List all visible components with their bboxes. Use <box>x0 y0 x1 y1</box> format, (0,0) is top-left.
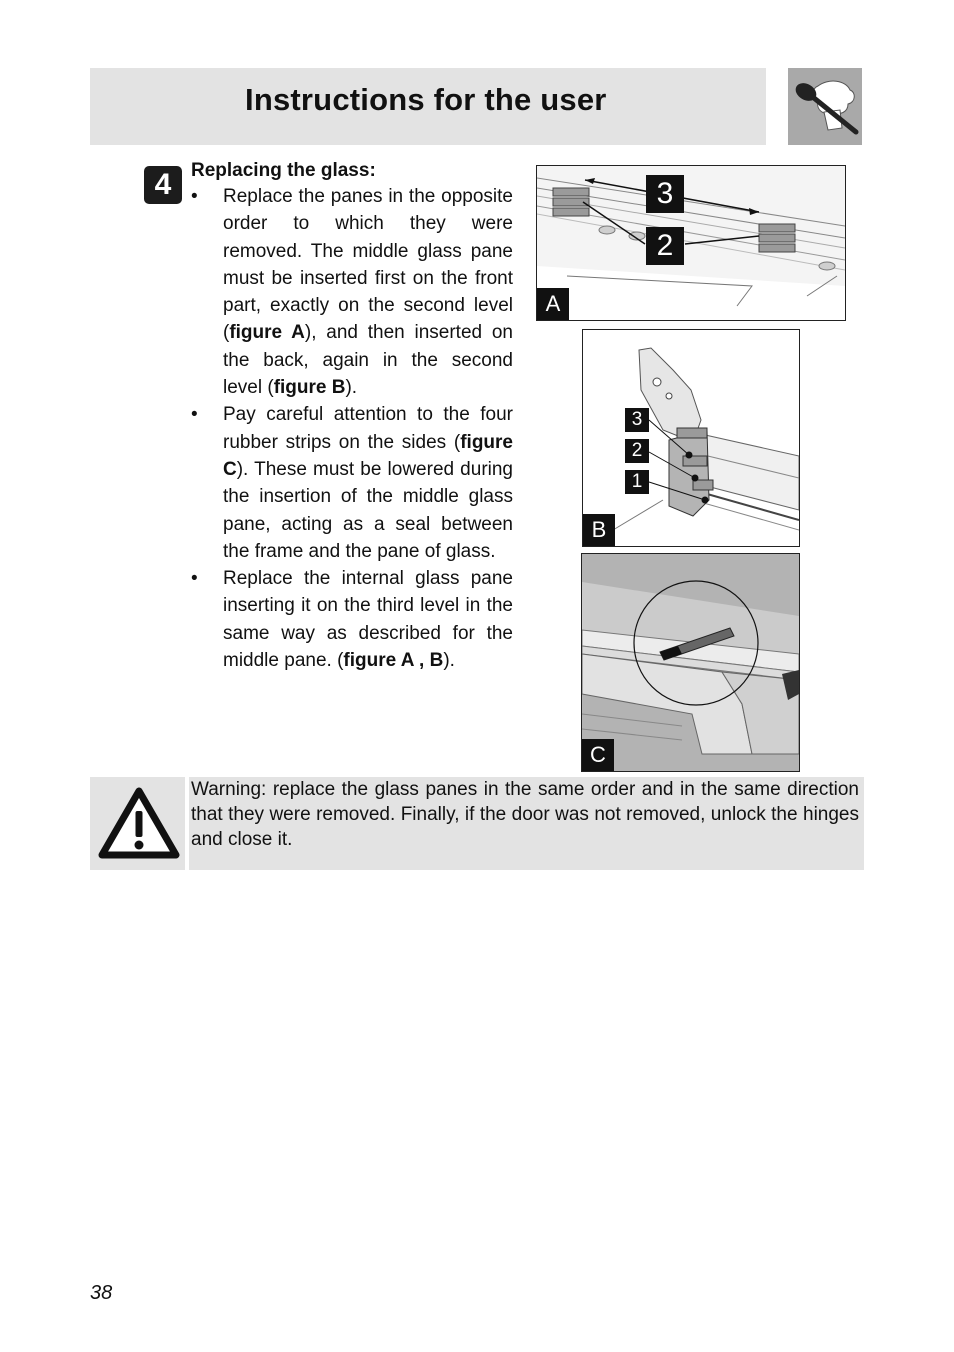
figure-reference: figure A <box>229 322 305 344</box>
figure-b-callout-2: 2 <box>631 440 643 461</box>
figure-a <box>536 165 846 321</box>
figure-b-drawing <box>583 330 799 546</box>
text-run: Pay careful attention to the four rubber strips on the sides ( <box>223 404 513 453</box>
text-run: Replace the panes in the opposite order to which they were removed. The middle glass pane must be inserted first on the front part, exactly on the second level ( <box>223 186 513 344</box>
step-number-badge <box>144 166 182 204</box>
page-number: 38 <box>90 1282 113 1304</box>
list-item <box>191 183 513 401</box>
figure-b <box>582 329 800 547</box>
figure-reference: figure C <box>223 431 513 480</box>
warning-text: Warning: replace the glass panes in the same order and in the same direction that they were removed. Finally, if the door was not removed, unlock the hinges and close it. <box>191 779 859 850</box>
list-item <box>191 565 513 674</box>
header-bar <box>90 68 766 145</box>
figure-b-callout-1: 1 <box>631 471 643 492</box>
figure-a-drawing <box>537 166 845 320</box>
figure-b-label: B <box>583 514 615 546</box>
figure-c <box>581 553 800 772</box>
figure-b-callout-3: 3 <box>631 409 643 430</box>
section-heading: Replacing the glass: <box>191 160 376 181</box>
bullet-dot: • <box>191 568 198 590</box>
warning-triangle-icon <box>90 777 185 870</box>
bullet-dot: • <box>191 404 198 426</box>
figure-a-callout-3: 3 <box>656 177 674 210</box>
text-run: ). <box>345 377 358 399</box>
bullet-dot: • <box>191 186 198 207</box>
list-item <box>191 401 513 565</box>
figure-c-label: C <box>582 739 614 771</box>
text-run: Replace the internal glass pane inserting it on the third level in the same way as described for the middle pane. ( <box>223 568 513 672</box>
figure-c-drawing <box>582 554 799 771</box>
step-number: 4 <box>154 168 172 201</box>
figure-a-label: A <box>537 288 569 320</box>
spoon-and-chef-hat-icon <box>788 68 862 145</box>
figure-reference: figure A , B <box>343 650 444 672</box>
figure-reference: figure B <box>273 377 346 399</box>
warning-box <box>189 777 864 870</box>
text-run: ). These must be lowered during the insertion of the middle glass pane, acting as a seal between the frame and the pane of glass. <box>223 458 513 562</box>
page-title: Instructions for the user <box>245 82 607 117</box>
instruction-list <box>191 183 513 674</box>
text-run: ), and then inserted on the back, again in the second level ( <box>223 322 513 399</box>
text-run: ). <box>443 650 455 672</box>
figure-a-callout-2: 2 <box>656 229 674 262</box>
